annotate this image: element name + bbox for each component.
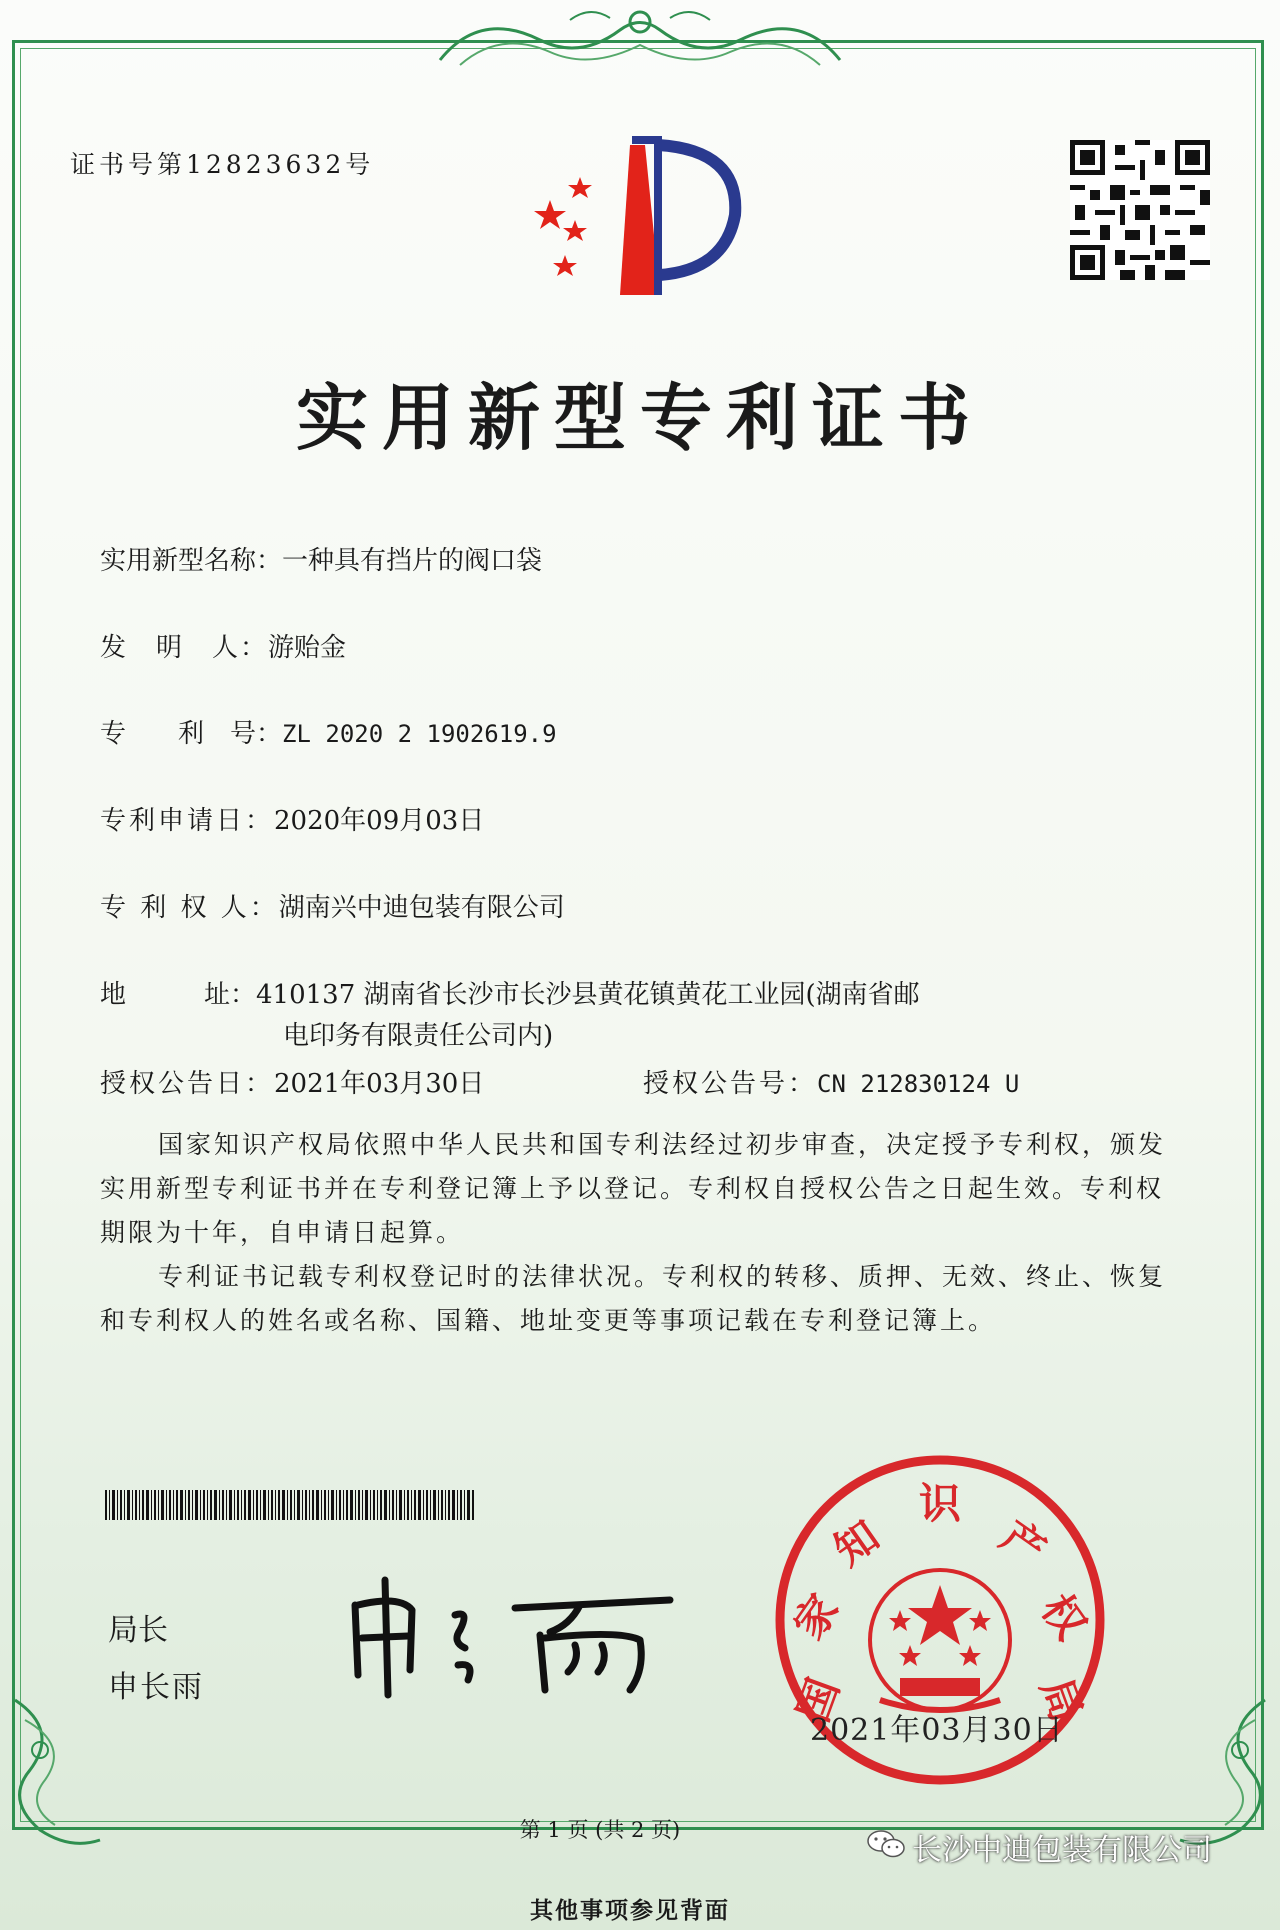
- grant-number-row: [643, 1063, 1019, 1100]
- wechat-icon: [866, 1828, 906, 1860]
- svg-text:局: 局: [1031, 1671, 1092, 1729]
- svg-text:产: 产: [992, 1511, 1055, 1576]
- address-row-2: [283, 1015, 553, 1052]
- qr-code: [1070, 140, 1210, 280]
- certificate-title: 实用新型专利证书: [295, 376, 984, 460]
- address-line-1: 410137 湖南省长沙市长沙县黄花镇黄花工业园(湖南省邮: [256, 980, 920, 1010]
- patentee-label: 专 利 权 人：: [100, 893, 279, 923]
- address-label: 地 址：: [100, 980, 257, 1010]
- seal-date: 2021年03月30日: [810, 1713, 1064, 1748]
- barcode: [105, 1490, 475, 1520]
- address-row: [100, 974, 920, 1011]
- patentee-row: [100, 887, 565, 924]
- director-name: 申长雨: [108, 1670, 204, 1705]
- inventor-label: 发 明 人：: [100, 633, 269, 663]
- legal-status-paragraph: 专利证书记载专利权登记时的法律状况。专利权的转移、质押、无效、终止、恢复和专利权人的姓名或名称、国籍、地址变更等事项记载在专利登记簿上。: [100, 1262, 1167, 1335]
- application-date-label: 专利申请日：: [100, 806, 275, 836]
- director-title: 局长: [108, 1613, 168, 1648]
- patent-office-emblem-icon: [520, 125, 760, 305]
- patent-number-row: [100, 713, 557, 750]
- grant-date-label: 授权公告日：: [100, 1069, 275, 1099]
- svg-text:知: 知: [825, 1511, 888, 1576]
- patent-number-label: 专 利 号：: [100, 719, 283, 749]
- watermark-text: 长沙中迪包装有限公司: [912, 1833, 1212, 1868]
- utility-model-name-label: 实用新型名称：: [100, 546, 283, 576]
- grant-statement-paragraph: 国家知识产权局依照中华人民共和国专利法经过初步审查，决定授予专利权，颁发实用新型专利证书并在专利登记簿上予以登记。专利权自授权公告之日起生效。专利权期限为十年，自申请日起算。: [100, 1130, 1167, 1247]
- inventor-row: [100, 627, 346, 664]
- grant-number-value: CN 212830124 U: [817, 1070, 1020, 1098]
- application-date-value: 2020年09月03日: [274, 806, 485, 836]
- address-line-2: 电印务有限责任公司内): [283, 1021, 554, 1051]
- grant-number-label: 授权公告号：: [643, 1069, 818, 1099]
- page-indicator: 第 1 页 (共 2 页): [519, 1818, 681, 1842]
- director-signature: [340, 1570, 680, 1700]
- utility-model-name-value: 一种具有挡片的阀口袋: [282, 546, 543, 576]
- grant-date-row: [100, 1063, 484, 1100]
- certificate-number: 证书号第12823632号: [70, 150, 375, 179]
- grant-date-value: 2021年03月30日: [274, 1069, 485, 1099]
- svg-text:家: 家: [784, 1585, 849, 1648]
- top-ornament: [420, 0, 860, 80]
- svg-text:国: 国: [788, 1671, 849, 1729]
- application-date-row: [100, 800, 484, 837]
- svg-text:权: 权: [1031, 1585, 1096, 1648]
- patentee-value: 湖南兴中迪包装有限公司: [278, 893, 565, 923]
- footer-note: 其他事项参见背面: [530, 1897, 730, 1924]
- patent-number-value: ZL 2020 2 1902619.9: [282, 720, 557, 748]
- svg-text:识: 识: [918, 1479, 962, 1528]
- utility-model-name-row: [100, 540, 542, 577]
- inventor-value: 游贻金: [268, 633, 347, 663]
